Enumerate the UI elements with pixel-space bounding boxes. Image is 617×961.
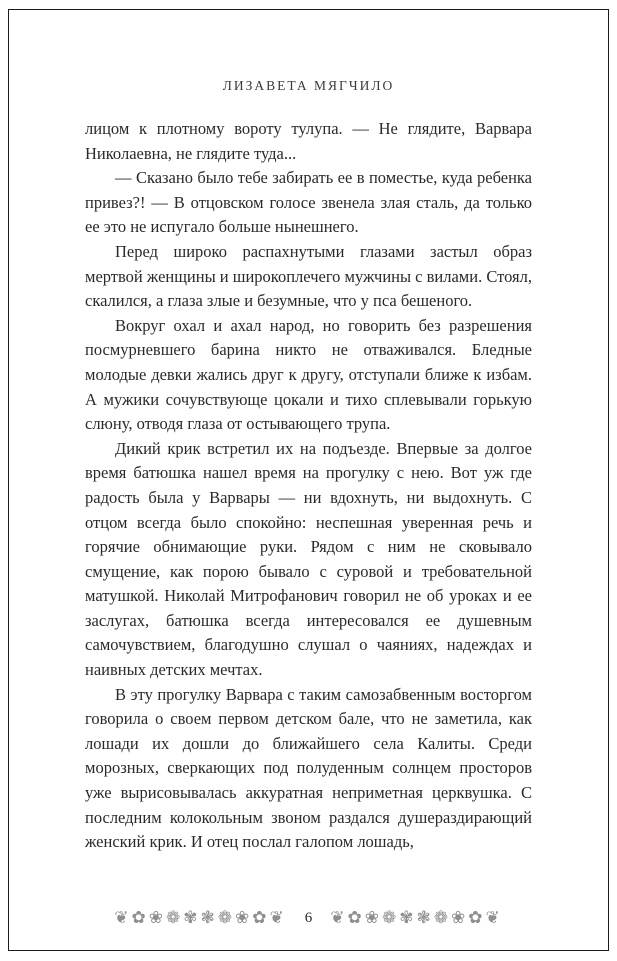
paragraph: Вокруг охал и ахал народ, но говорить без разрешения посмурневшего барина никто не отваживался. Бледные молодые девки жались друг к другу, отступали ближе к избам. А мужики сочувствующе цокали и тихо сплевывали горькую слюну, отводя глаза от остывающего трупа. bbox=[85, 315, 532, 434]
page-number: 6 bbox=[304, 910, 313, 926]
paragraph: лицом к плотному вороту тулупа. — Не глядите, Варвара Николаевна, не глядите туда... bbox=[85, 119, 532, 163]
page-text-block bbox=[9, 117, 608, 855]
paragraph: Перед широко распахнутыми глазами застыл образ мертвой женщины и широкоплечего мужчины с вилами. Стоял, скалился, а глаза злые и безумные, что у пса бешеного. bbox=[85, 241, 532, 311]
floral-ornament-right-icon: ❦✿❀❁✾❃❁❀✿❦ bbox=[330, 908, 503, 928]
paragraph: В эту прогулку Варвара с таким самозабвенным восторгом говорила о своем первом детском бале, что не заметила, как лошади их дошли до ближайшего села Калиты. Среди морозных, сверкающих под полуденным солнцем просторов уже вырисовывалась аккуратная неприметная церквушка. С последним колокольным звоном раздался душераздирающий женский крик. И отец послал галопом лошадь, bbox=[85, 684, 532, 852]
running-header: ЛИЗАВЕТА МЯГЧИЛО bbox=[222, 78, 395, 93]
floral-ornament-left-icon: ❦✿❀❁✾❃❁❀✿❦ bbox=[114, 908, 287, 928]
paragraph: — Сказано было тебе забирать ее в поместье, куда ребенка привез?! — В отцовском голосе звенела злая сталь, да только ее это не испугало больше нынешнего. bbox=[85, 168, 532, 237]
page-border-frame bbox=[8, 9, 609, 951]
page-footer bbox=[9, 900, 608, 936]
paragraph: Дикий крик встретил их на подъезде. Впервые за долгое время батюшка нашел время на прогулку с нею. Вот уж где радость была у Варвары — ни вдохнуть, ни выдохнуть. С отцом всегда было спокойно: неспешная уверенная речь и горячие обнимающие руки. Рядом с ним не сковывало смущение, как порою бывало с суровой и требовательной матушкой. Николай Митрофанович говорил не об уроках и ее заслугах, батюшка всегда интересовался ее душевным самочувствием, благодушно слушал о чаяниях, надеждах и наивных детских мечтах. bbox=[85, 438, 532, 680]
